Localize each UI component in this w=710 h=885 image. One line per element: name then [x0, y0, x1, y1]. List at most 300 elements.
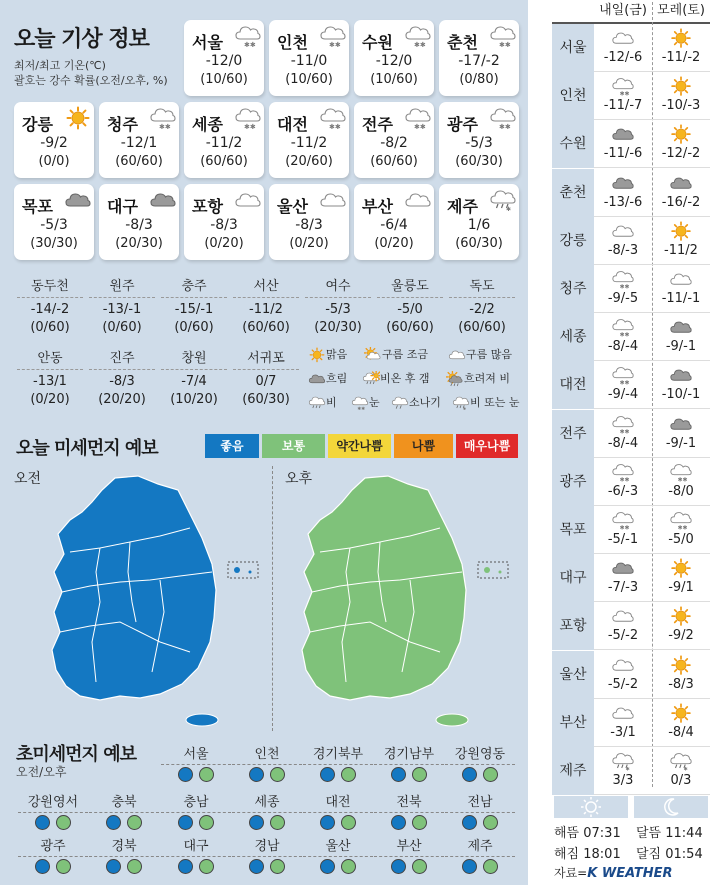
- pm-pm-dot: [270, 767, 285, 782]
- rain-snow-icon: [489, 188, 517, 214]
- svg-text:✱: ✱: [625, 766, 630, 773]
- forecast-day1-temp: -6/-3: [607, 483, 639, 499]
- dokdo-island: [249, 571, 252, 574]
- city-card-name: 전주: [362, 115, 393, 134]
- sun-icon: [652, 655, 710, 677]
- pm-am-dot: [249, 815, 264, 830]
- temp-note: 최저/최고 기온(℃): [14, 59, 106, 72]
- forecast-day2-cell: [652, 219, 710, 263]
- city-card-name: 목포: [22, 197, 53, 216]
- pm-am-dot: [391, 859, 406, 874]
- pm-am-dot: [391, 815, 406, 830]
- forecast-city-name: 강릉: [552, 217, 594, 265]
- city-block-prob: (0/60): [30, 320, 70, 335]
- pm-pm-dot: [341, 767, 356, 782]
- forecast-city-name: 부산: [552, 699, 594, 747]
- city-card-name: 광주: [447, 115, 478, 134]
- legend-item: [364, 346, 428, 364]
- legend-label: 흐림: [326, 372, 348, 385]
- forecast-day1-temp: -11/-7: [603, 98, 643, 114]
- pm-region-name: 경북: [89, 837, 159, 857]
- pm-subtitle: 오전/오후: [16, 765, 67, 779]
- city-block-prob: (20/30): [314, 320, 362, 335]
- city-card-temp: 1/6: [467, 217, 491, 233]
- forecast-row: [552, 313, 710, 361]
- forecast-day1-cell: [594, 74, 652, 118]
- pm-pm-dot: [127, 859, 142, 874]
- forecast-city-name: 대전: [552, 361, 594, 409]
- forecast-row: [552, 602, 710, 650]
- forecast-day1-temp: -8/-4: [607, 435, 639, 451]
- pm-am-dot: [35, 859, 50, 874]
- city-card-name: 대전: [277, 115, 308, 134]
- city-card-temp: -12/0: [205, 53, 243, 69]
- forecast-day2-temp: -9/-1: [665, 435, 697, 451]
- pm-am-dot: [320, 767, 335, 782]
- city-block: [449, 276, 515, 335]
- legend-label: 비온 후 갬: [380, 372, 430, 385]
- cloud-icon: [594, 28, 652, 50]
- pm-pm-dot: [341, 815, 356, 830]
- city-block-temp: -13/-1: [102, 302, 142, 317]
- pm-region-name: 강원영서: [18, 793, 88, 813]
- forecast-day1-temp: -11/-6: [603, 146, 643, 162]
- forecast-row: [552, 747, 710, 795]
- city-block-prob: (10/20): [170, 392, 218, 407]
- forecast-city-name: 수원: [552, 120, 594, 168]
- pm-am-dot: [249, 767, 264, 782]
- pm-region-name: 인천: [232, 745, 302, 765]
- pm-region-name: 경기북부: [303, 745, 373, 765]
- city-card-name: 대구: [107, 197, 138, 216]
- forecast-day2-cell: [652, 26, 710, 70]
- forecast-day1-temp: -5/-1: [607, 532, 639, 547]
- forecast-day1-cell: [594, 460, 652, 504]
- pm-am-dot: [106, 815, 121, 830]
- city-card: [354, 184, 434, 260]
- forecast-day2-temp: -11/2: [664, 242, 698, 258]
- row-separator: [594, 794, 710, 795]
- city-card-temp: -17/-2: [458, 53, 500, 69]
- city-block: [89, 276, 155, 335]
- cloud-icon: [404, 188, 432, 214]
- forecast-day2-temp: -12/-2: [661, 146, 701, 162]
- city-card-prob: (0/20): [289, 236, 329, 251]
- forecast-day1-temp: -7/-3: [607, 580, 639, 596]
- city-card-prob: (10/60): [285, 72, 333, 87]
- dust-title: 오늘 미세먼지 예보: [16, 438, 158, 459]
- city-card-prob: (60/30): [455, 236, 503, 251]
- am-label: 오전: [14, 471, 42, 487]
- city-block-name: 안동: [17, 348, 83, 370]
- city-block-name: 서산: [233, 276, 299, 298]
- forecast-day2-temp: -8/3: [668, 676, 694, 692]
- city-card-temp: -11/0: [290, 53, 328, 69]
- city-card-name: 포항: [192, 197, 223, 216]
- svg-text:✱✱: ✱✱: [677, 477, 688, 484]
- forecast-city-name: 광주: [552, 458, 594, 506]
- forecast-day1-cell: [594, 604, 652, 648]
- svg-text:✱✱: ✱✱: [619, 477, 630, 484]
- forecast-day2-temp: -16/-2: [661, 194, 701, 210]
- shower-icon: [391, 396, 409, 409]
- sun-icon: [652, 28, 710, 50]
- city-card-temp: -8/3: [210, 217, 238, 233]
- forecast-day2-temp: -11/-2: [661, 50, 701, 65]
- legend-item: [351, 394, 380, 412]
- city-card: [184, 20, 264, 96]
- svg-text:✱✱: ✱✱: [619, 429, 630, 436]
- forecast-city-name: 세종: [552, 313, 594, 361]
- sun-rain-icon: [362, 372, 380, 385]
- forecast-row: [552, 217, 710, 265]
- forecast-city-name: 인천: [552, 72, 594, 120]
- forecast-day2-temp: -9/-1: [665, 339, 697, 355]
- dark-cloud-icon: [652, 365, 710, 387]
- pm-region-name: 충남: [161, 793, 231, 813]
- ulleung-island: [484, 567, 490, 573]
- city-card-prob: (60/60): [115, 154, 163, 169]
- pm-pm-dot: [127, 815, 142, 830]
- city-block-temp: -7/4: [181, 374, 207, 389]
- forecast-day1-cell: [594, 508, 652, 552]
- sun-icon: [64, 106, 92, 132]
- cloud-icon: [319, 188, 347, 214]
- forecast-day2-cell: [652, 508, 710, 552]
- svg-text:✱✱: ✱✱: [619, 91, 630, 98]
- city-card-temp: -8/3: [125, 217, 153, 233]
- svg-text:✱✱: ✱✱: [619, 525, 630, 532]
- city-card-temp: -8/2: [380, 135, 408, 151]
- pm-region-name: 전남: [445, 793, 515, 813]
- sun-icon: [652, 76, 710, 98]
- cloud-snow-icon: [652, 462, 710, 484]
- forecast-day2-cell: [652, 749, 710, 793]
- cloud-snow-icon: [594, 365, 652, 387]
- forecast-day1-cell: [594, 749, 652, 793]
- cloud-snow-icon: [234, 106, 262, 132]
- svg-text:✱✱: ✱✱: [244, 123, 256, 131]
- legend-label: 흐려져 비: [464, 372, 511, 385]
- city-card-name: 울산: [277, 197, 308, 216]
- city-card-name: 강릉: [22, 115, 53, 134]
- sun-dark-icon: [446, 372, 464, 385]
- source-label: 자료=: [554, 866, 588, 880]
- forecast-day2-cell: [652, 604, 710, 648]
- pm-pm-dot: [199, 859, 214, 874]
- pm-pm-dot: [199, 815, 214, 830]
- city-block-prob: (60/30): [242, 392, 290, 407]
- city-card-prob: (20/30): [115, 236, 163, 251]
- city-card-prob: (0/80): [459, 72, 499, 87]
- pm-region-name: 전북: [374, 793, 444, 813]
- legend-item: [362, 370, 430, 388]
- legend-label: 비 또는 눈: [470, 396, 520, 409]
- forecast-day2-temp: -10/-1: [661, 387, 701, 403]
- pm-pm-dot: [483, 767, 498, 782]
- forecast-day2-temp: -8/4: [668, 724, 694, 740]
- svg-text:✱: ✱: [506, 206, 512, 213]
- city-block-temp: -2/2: [469, 302, 495, 317]
- kweather-logo: K WEATHER: [587, 866, 673, 881]
- cloud-icon: [448, 348, 466, 361]
- dark-cloud-icon: [64, 188, 92, 214]
- dust-level-chip: 보통: [262, 434, 325, 458]
- jeju-island: [436, 714, 468, 726]
- cloud-snow-icon: [319, 106, 347, 132]
- city-block: [17, 348, 83, 407]
- svg-text:✱✱: ✱✱: [414, 41, 426, 49]
- forecast-day2-temp: -9/2: [668, 628, 694, 644]
- city-block-name: 충주: [161, 276, 227, 298]
- dust-level-chip: 매우나쁨: [456, 434, 518, 458]
- forecast-day1-temp: -3/1: [610, 724, 636, 740]
- sun-icon: [652, 606, 710, 628]
- forecast-city-name: 전주: [552, 410, 594, 458]
- pm-pm-dot: [270, 815, 285, 830]
- city-card: [14, 184, 94, 260]
- city-card-temp: -9/2: [40, 135, 68, 151]
- city-block: [233, 348, 299, 407]
- legend-item: [391, 394, 441, 412]
- cloud-snow-icon: [594, 510, 652, 532]
- forecast-day2-cell: [652, 267, 710, 311]
- jeju-island: [186, 714, 218, 726]
- forecast-day1-cell: [594, 315, 652, 359]
- legend-label: 눈: [369, 396, 380, 409]
- city-card-name: 서울: [192, 33, 223, 52]
- dark-cloud-icon: [652, 317, 710, 339]
- sun-cloud-icon: [364, 348, 382, 361]
- city-card: [269, 184, 349, 260]
- forecast-day2-cell: [652, 363, 710, 407]
- sun-icon: [652, 124, 710, 146]
- pm-region-name: 충북: [89, 793, 159, 813]
- pm-region-name: 세종: [232, 793, 302, 813]
- svg-text:✱✱: ✱✱: [619, 380, 630, 387]
- forecast-day1-cell: [594, 412, 652, 456]
- forecast-day1-cell: [594, 701, 652, 745]
- svg-text:✱✱: ✱✱: [159, 123, 171, 131]
- city-block: [17, 276, 83, 335]
- forecast-day2-cell: [652, 701, 710, 745]
- city-block-prob: (0/60): [174, 320, 214, 335]
- city-block-temp: -8/3: [109, 374, 135, 389]
- sun-icon: [652, 221, 710, 243]
- korea-map-pm: [290, 472, 510, 734]
- legend-label: 비: [326, 396, 337, 409]
- city-block: [233, 276, 299, 335]
- cloud-icon: [594, 703, 652, 725]
- city-card-name: 춘천: [447, 33, 478, 52]
- city-block-prob: (60/60): [386, 320, 434, 335]
- pm-am-dot: [178, 815, 193, 830]
- ulleung-dokdo-inset: [228, 562, 258, 578]
- pm-pm-dot: [56, 815, 71, 830]
- pm-label: 오후: [285, 471, 313, 487]
- forecast-row: [552, 361, 710, 409]
- city-block: [89, 348, 155, 407]
- cloud-snow-icon: [594, 462, 652, 484]
- prob-note: 괄호는 강수 확률(오전/오후, %): [14, 74, 168, 87]
- city-card: [354, 20, 434, 96]
- forecast-row: [552, 458, 710, 506]
- forecast-row: [552, 554, 710, 602]
- forecast-day1-cell: [594, 219, 652, 263]
- cloud-snow-icon: [149, 106, 177, 132]
- legend-item: [446, 370, 510, 388]
- korea-mainland: [302, 476, 466, 700]
- svg-text:✱✱: ✱✱: [619, 284, 630, 291]
- city-card-prob: (0/20): [374, 236, 414, 251]
- forecast-day1-cell: [594, 122, 652, 166]
- forecast-row: [552, 506, 710, 554]
- pm-am-dot: [391, 767, 406, 782]
- pm-pm-dot: [412, 767, 427, 782]
- svg-text:✱✱: ✱✱: [357, 406, 365, 412]
- forecast-row: [552, 120, 710, 168]
- city-block-name: 독도: [449, 276, 515, 298]
- city-block-temp: -11/2: [249, 302, 283, 317]
- dark-cloud-icon: [149, 188, 177, 214]
- cloud-snow-icon: [489, 106, 517, 132]
- city-card-name: 청주: [107, 115, 138, 134]
- city-card: [269, 102, 349, 178]
- city-card-prob: (60/60): [370, 154, 418, 169]
- forecast-row: [552, 72, 710, 120]
- forecast-day2-cell: [652, 653, 710, 697]
- forecast-day1-temp: -5/-2: [607, 676, 639, 692]
- city-card-prob: (60/30): [455, 154, 503, 169]
- forecast-day2-cell: [652, 74, 710, 118]
- forecast-day2-temp: -10/-3: [661, 98, 701, 114]
- cloud-snow-icon: [594, 76, 652, 98]
- cloud-snow-icon: [234, 24, 262, 50]
- city-block-name: 창원: [161, 348, 227, 370]
- cloud-snow-icon: [489, 24, 517, 50]
- city-block-temp: -13/1: [33, 374, 67, 389]
- legend-item: [452, 394, 520, 412]
- forecast-day1-cell: [594, 653, 652, 697]
- forecast-row: [552, 651, 710, 699]
- cloud-snow-icon: [404, 106, 432, 132]
- city-card: [99, 102, 179, 178]
- city-card-name: 인천: [277, 33, 308, 52]
- forecast-city-name: 청주: [552, 265, 594, 313]
- city-card-name: 제주: [447, 197, 478, 216]
- city-card: [184, 184, 264, 260]
- city-card-temp: -8/3: [295, 217, 323, 233]
- forecast-row: [552, 169, 710, 217]
- forecast-city-name: 제주: [552, 747, 594, 795]
- svg-text:✱: ✱: [683, 766, 688, 773]
- sun-box: [554, 796, 628, 818]
- forecast-city-name: 울산: [552, 651, 594, 699]
- dark-cloud-icon: [594, 124, 652, 146]
- dokdo-island: [499, 571, 502, 574]
- city-card-temp: -11/2: [290, 135, 328, 151]
- svg-text:✱✱: ✱✱: [619, 332, 630, 339]
- forecast-day2-temp: -11/-1: [661, 291, 701, 306]
- forecast-day2-cell: [652, 171, 710, 215]
- pm-pm-dot: [412, 859, 427, 874]
- forecast-day1-temp: -8/-3: [607, 242, 639, 258]
- day2-header: 모레(토): [657, 3, 705, 18]
- forecast-row: [552, 24, 710, 72]
- city-card: [354, 102, 434, 178]
- pm-region-name: 경기남부: [374, 745, 444, 765]
- legend-label: 소나기: [409, 396, 441, 409]
- city-card: [439, 102, 519, 178]
- moon-icon: [634, 796, 708, 818]
- sunset-text: 해짐 18:01: [554, 847, 621, 862]
- forecast-city-name: 목포: [552, 506, 594, 554]
- forecast-day1-cell: [594, 556, 652, 600]
- legend-item: [308, 346, 347, 364]
- rain-snow-icon: [594, 751, 652, 773]
- rain-icon: [308, 396, 326, 409]
- forecast-day2-cell: [652, 460, 710, 504]
- cloud-snow-icon: [319, 24, 347, 50]
- city-block-temp: -14/-2: [30, 302, 70, 317]
- city-card-prob: (0/20): [204, 236, 244, 251]
- pm-title: 초미세먼지 예보: [16, 744, 136, 765]
- dust-level-chip: 약간나쁨: [328, 434, 391, 458]
- pm-am-dot: [178, 767, 193, 782]
- forecast-city-name: 대구: [552, 554, 594, 602]
- source-credit: [554, 864, 673, 881]
- city-block-temp: -15/-1: [174, 302, 214, 317]
- forecast-day1-temp: -9/-4: [607, 387, 639, 403]
- pm-am-dot: [462, 767, 477, 782]
- sun-icon: [652, 558, 710, 580]
- city-card-prob: (10/60): [200, 72, 248, 87]
- city-card: [439, 184, 519, 260]
- city-card: [99, 184, 179, 260]
- forecast-day1-cell: [594, 171, 652, 215]
- city-block-temp: -5/0: [397, 302, 423, 317]
- forecast-day1-temp: 3/3: [612, 773, 634, 788]
- city-card: [439, 20, 519, 96]
- forecast-panel: [548, 0, 710, 885]
- page-title: 오늘 기상 정보: [14, 27, 149, 52]
- forecast-day2-temp: -9/1: [668, 580, 694, 596]
- pm-pm-dot: [483, 859, 498, 874]
- dark-cloud-icon: [594, 173, 652, 195]
- pm-am-dot: [178, 859, 193, 874]
- pm-region-name: 서울: [161, 745, 231, 765]
- city-card-name: 세종: [192, 115, 223, 134]
- forecast-city-name: 포항: [552, 602, 594, 650]
- cloud-icon: [594, 606, 652, 628]
- forecast-day1-temp: -9/-5: [607, 291, 639, 306]
- forecast-day2-cell: [652, 556, 710, 600]
- moonset-text: 달짐 01:54: [636, 847, 703, 862]
- forecast-city-name: 춘천: [552, 169, 594, 217]
- pm-am-dot: [35, 815, 50, 830]
- pm-pm-dot: [199, 767, 214, 782]
- city-block-temp: 0/7: [255, 374, 277, 389]
- pm-region-name: 부산: [374, 837, 444, 857]
- day1-header: 내일(금): [599, 3, 647, 18]
- pm-pm-dot: [483, 815, 498, 830]
- city-block-prob: (60/60): [458, 320, 506, 335]
- pm-am-dot: [249, 859, 264, 874]
- moonrise-text: 달뜸 11:44: [636, 826, 703, 841]
- svg-text:✱✱: ✱✱: [414, 123, 426, 131]
- city-block: [161, 276, 227, 335]
- cloud-snow-icon: [594, 414, 652, 436]
